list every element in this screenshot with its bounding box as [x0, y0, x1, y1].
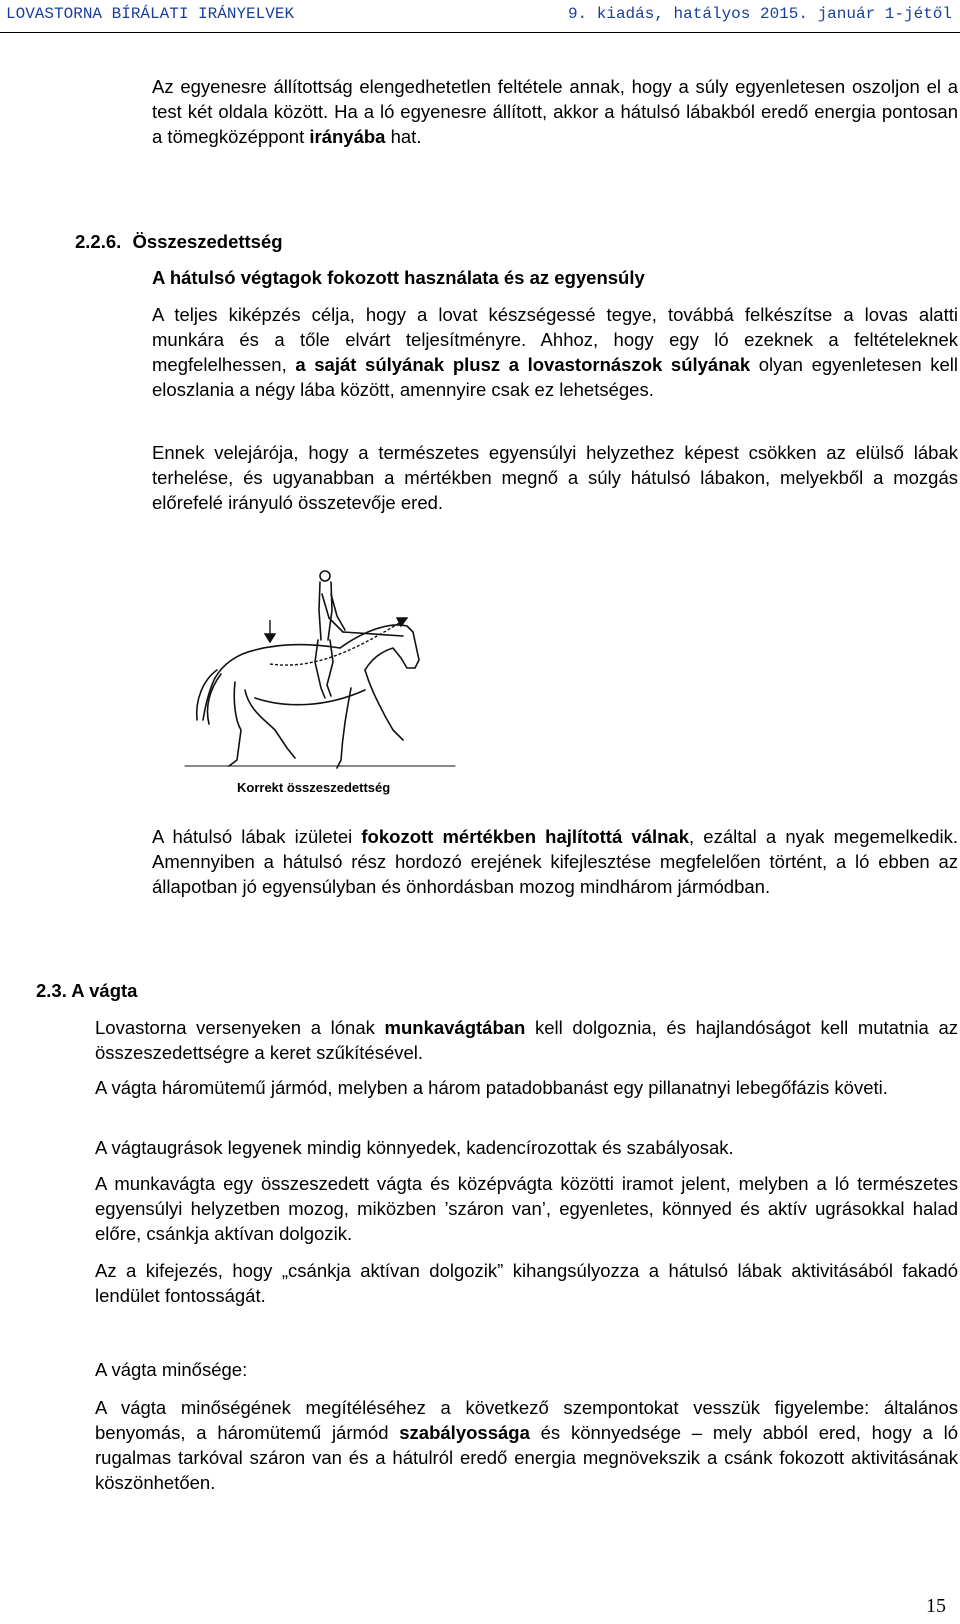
p-text: A vágta minőségének megítéléséhez a következő szempontokat vesszük figyelembe: általános benyomás, a háromütemű jármód: [95, 1397, 958, 1443]
quality-heading: A vágta minősége:: [95, 1359, 248, 1380]
p-text: olyan egyenletesen kell eloszlania a négy lába között, amennyire csak ez lehetséges.: [152, 354, 958, 400]
section-226-heading: [75, 231, 283, 253]
section-number: 2.2.6.: [75, 231, 122, 252]
p-text: A hátulsó lábak izületei: [152, 826, 362, 847]
p-text: Ennek velejárója, hogy a természetes egyensúlyi helyzethez képest csökken az elülső lábak terhelése, és ugyanabban a mértékben megnő a súly hátulsó lábakon, melyekből a mozgás előrefelé irányuló összetevője ered.: [152, 442, 958, 513]
section-23-paragraph-4: [95, 1171, 958, 1246]
section-226-subtitle: A hátulsó végtagok fokozott használata és az egyensúly: [152, 267, 645, 288]
p-text: Lovastorna versenyeken a lónak: [95, 1017, 385, 1038]
p-text: A vágtaugrások legyenek mindig könnyedek, kadencírozottak és szabályosak.: [95, 1137, 734, 1158]
horse-rider-illustration: [175, 570, 465, 805]
section-23-paragraph-5: [95, 1258, 958, 1308]
section-23-paragraph-3: [95, 1135, 958, 1160]
p-text: kell dolgoznia, és hajlandóságot kell mutatnia az összeszedettségre a keret szűkítésével.: [95, 1017, 958, 1063]
p-bold: munkavágtában: [384, 1017, 526, 1038]
page-number: 15: [926, 1595, 946, 1617]
p-text: A vágta háromütemű jármód, melyben a három patadobbanást egy pillanatnyi lebegőfázis követi.: [95, 1077, 888, 1098]
page-header: [0, 0, 960, 33]
p-text: , ezáltal a nyak megemelkedik. Amennyiben a hátulsó rész hordozó erejének kifejlesztése megfelelően történt, a ló ebben az állapotban jó egyensúlyban és önhordásban mozog mindhárom jármódban.: [152, 826, 958, 897]
section-title: Összeszedettség: [132, 231, 283, 252]
section-226-paragraph-1: [152, 302, 958, 402]
p-bold: a saját súlyának plusz a lovastornászok súlyának: [295, 354, 751, 375]
p-text: és könnyedsége – mely abból ered, hogy a ló rugalmas tarkóval száron van és a hátulról eredő energia megnövekszik a csánk fokozott aktivitásának köszönhetően.: [95, 1422, 958, 1493]
p-text: Az a kifejezés, hogy „csánkja aktívan dolgozik” kihangsúlyozza a hátulsó lábak aktivitásából fakadó lendület fontosságát.: [95, 1260, 958, 1306]
document-title: LOVASTORNA BÍRÁLATI IRÁNYELVEK: [6, 5, 295, 23]
section-23-paragraph-1: [95, 1015, 958, 1065]
intro-paragraph: [152, 74, 958, 149]
section-23-paragraph-6: [95, 1395, 958, 1495]
p-text: A munkavágta egy összeszedett vágta és középvágta közötti iramot jelent, melyben a ló természetes egyensúlyi helyzetben mozog, miközben ’száron van’, egyenletes, könnyed és aktív ugrásokkal halad előre, csánkja aktívan dolgozik.: [95, 1173, 958, 1244]
section-226-paragraph-2: [152, 440, 958, 515]
p-bold: szabályossága: [399, 1422, 530, 1443]
section-23-heading: 2.3. A vágta: [36, 980, 138, 1001]
figure-caption: Korrekt összeszedettség: [237, 780, 391, 795]
p-text: A teljes kiképzés célja, hogy a lovat készségessé tegye, továbbá felkészítse a lovas alatti munkára és a tőle elvárt teljesítményre. Ahhoz, hogy egy ló ezeknek a feltételeknek megfelelhessen,: [152, 304, 958, 375]
intro-text-end: hat.: [385, 126, 422, 147]
p-bold: fokozott mértékben hajlítottá válnak: [361, 826, 689, 847]
edition-info: 9. kiadás, hatályos 2015. január 1-jétől: [567, 5, 952, 23]
section-226-paragraph-3: [152, 824, 958, 899]
intro-text: Az egyenesre állítottság elengedhetetlen feltétele annak, hogy a súly egyenletesen oszoljon el a test két oldala között. Ha a ló egyenesre állított, akkor a hátulsó lábakból eredő energia pontosan a tömegközéppont: [152, 76, 958, 147]
section-23-paragraph-2: [95, 1075, 958, 1100]
intro-bold: irányába: [309, 126, 386, 147]
